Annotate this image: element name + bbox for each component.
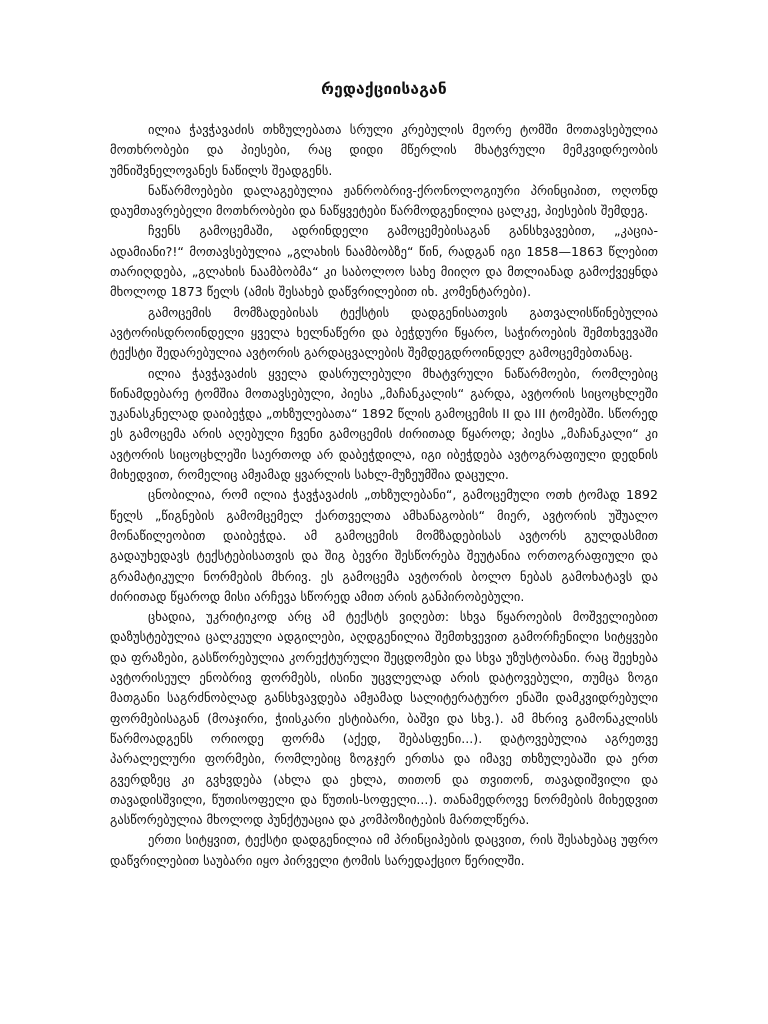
paragraph: ილია ჭავჭავაძის თხზულებათა სრული კრებულის მეორე ტომში მოთავსებულია მოთხრობები და პიესები, რაც დიდი მწერლის მხატვრული მემკვიდრეობის უმნიშვნელოვანეს ნაწილს შეადგენს. — [110, 122, 658, 178]
paragraph: ცხადია, უკრიტიკოდ არც ამ ტექსტს ვიღებთ: სხვა წყაროების მოშველიებით დაზუსტებულია ცალკეული ადგილები, აღდგენილია შემთხვევით გამორჩენილი სიტყვები და ფრაზები, გასწორებულია კორექტურული შეცდომები და სხვა უზუსტობანი. რაც შეეხება ავტორისეულ ენობრივ ფორმებს, ისინი უცვლელად არის დატოვებული, თუმცა ზოგი მათგანი საგრძნობლად განსხვავდება ამჟამად სალიტერატურო ენაში დამკვიდრებული ფორმებისაგან (მოაჯირი, ჭიისკარი ესტიბარი, ბაშვი და სხვ.). ამ მხრივ გამონაკლისს წარმოადგენს ორიოდე ფორმა (აქედ, შებასფენი...). დატოვებულია აგრეთვე პარალელური ფორმები, რომლებიც ზოგჯერ ერთსა და იმავე თხზულებაში და ერთ გვერდზეც კი გვხვდება (ახლა და ეხლა, თითონ და თვითონ, თავადიშვილი და თავადისშვილი, წუთისოფელი და წუთის-სოფელი...). თანამედროვე ნორმების მიხედვით გასწორებულია მხოლოდ პუნქტუაცია და კომპოზიტების მართლწერა. — [110, 609, 658, 828]
paragraph: ცნობილია, რომ ილია ჭავჭავაძის „თხზულებანი“, გამოცემული ოთხ ტომად 1892 წელს „წიგნების გამომცემელ ქართველთა ამხანაგობის“ მიერ, ავტორის უშუალო მონაწილეობით დაიბეჭდა. ამ გამოცემის მომზადებისას ავტორს გულდასმით გადაუხედავს ტექსტებისათვის და შიგ ბევრი შესწორება შეუტანია ორთოგრაფიული და გრამატიკული ნორმების მხრივ. ეს გამოცემა ავტორის ბოლო ნებას გამოხატავს და ძირითად წყაროდ მისი არჩევა სწორედ ამით არის განპირობებული. — [110, 487, 658, 604]
paragraph: ჩვენს გამოცემაში, ადრინდელი გამოცემებისაგან განსხვავებით, „კაცია-ადამიანი?!“ მოთავსებულია „გლახის ნაამბობზე“ წინ, რადგან იგი 1858—1863 წლებით თარიღდება, „გლახის ნაამბობმა“ კი საბოლოო სახე მიიღო და მთლიანად გამოქვეყნდა მხოლოდ 1873 წელს (ამის შესახებ დაწვრილებით იხ. კომენტარები). — [110, 223, 658, 300]
paragraph: გამოცემის მომზადებისას ტექსტის დადგენისათვის გათვალისწინებულია ავტორისდროინდელი ყველა ხელნაწერი და ბეჭდური წყარო, საჭიროების შემთხვევაში ტექსტი შედარებულია ავტორის გარდაცვალების შემდეგდროინდელ გამოცემებთანაც. — [110, 304, 658, 361]
page-title: რედაქციისაგან — [321, 80, 447, 98]
document-body — [110, 120, 658, 871]
paragraph: ერთი სიტყვით, ტექსტი დადგენილია იმ პრინციპების დაცვით, რის შესახებაც უფრო დაწვრილებით საუბარი იყო პირველი ტომის სარედაქციო წერილში. — [110, 832, 658, 868]
paragraph: ილია ჭავჭავაძის ყველა დასრულებული მხატვრული ნაწარმოები, რომლებიც წინამდებარე ტომშია მოთავსებული, პიესა „მაჩანკალის“ გარდა, ავტორის სიცოცხლეში უკანასკნელად დაიბეჭდა „თხზულებათა“ 1892 წლის გამოცემის II და III ტომებში. სწორედ ეს გამოცემა არის აღებული ჩვენი გამოცემის ძირითად წყაროდ; პიესა „მაჩანკალი“ კი ავტორის სიცოცხლეში საერთოდ არ დაბეჭდილა, იგი იბეჭდება ავტოგრაფიული დედნის მიხედვით, რომელიც ამჟამად ყვარლის სახლ-მუზეუმშია დაცული. — [110, 365, 658, 483]
paragraph: ნაწარმოებები დალაგებულია ჟანრობრივ-ქრონოლოგიური პრინციპით, ოღონდ დაუმთავრებელი მოთხრობები და ნაწყვეტები წარმოდგენილია ცალკე, პიესების შემდეგ. — [110, 182, 658, 219]
